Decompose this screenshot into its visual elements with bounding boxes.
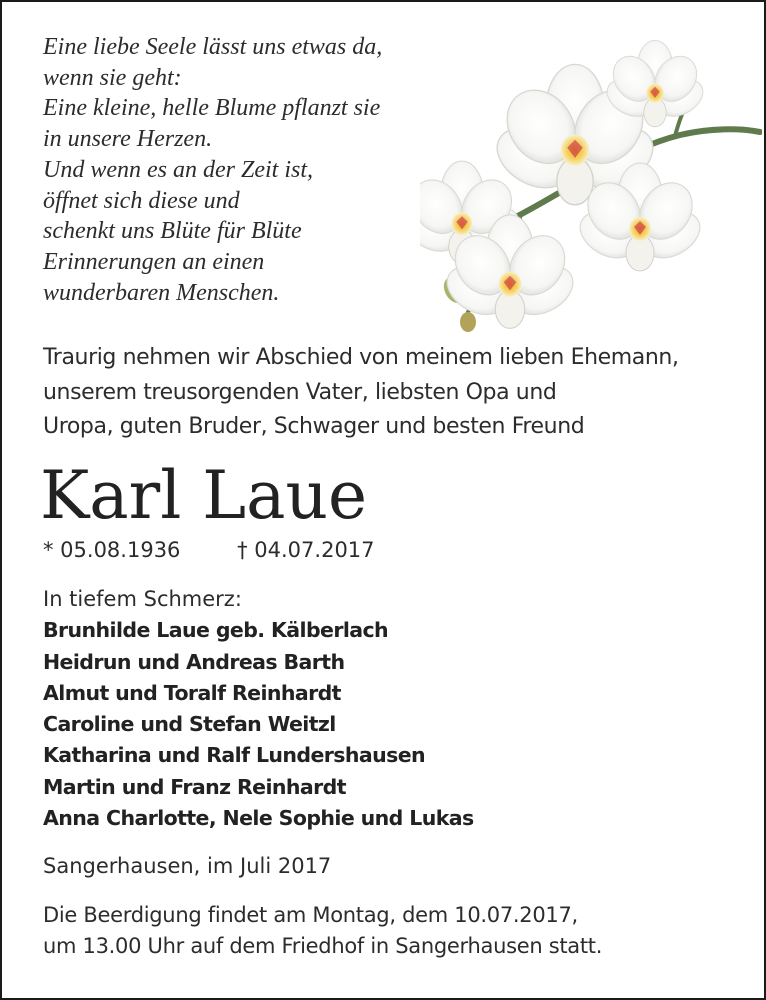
mourner-name: Katharina und Ralf Lundershausen [43,743,426,768]
mourners-lead: In tiefem Schmerz: [43,587,242,611]
poem-line: wunderbaren Menschen. [43,279,280,306]
poem-line: Erinnerungen an einen [43,248,265,275]
poem-line: öffnet sich diese und [43,187,240,214]
place-date: Sangerhausen, im Juli 2017 [43,854,332,878]
mourner-name: Almut und Toralf Reinhardt [43,680,341,705]
intro-line: Traurig nehmen wir Abschied von meinem lieben Ehemann, [43,345,679,370]
poem-line: schenkt uns Blüte für Blüte [43,218,302,245]
mourner-name: Caroline und Stefan Weitzl [43,712,336,737]
poem-line: Eine kleine, helle Blume pflanzt sie [43,95,381,122]
mourners-list [43,584,474,834]
funeral-line: Die Beerdigung findet am Montag, dem 10.07.2017, [43,903,578,927]
mourner-name: Martin und Franz Reinhardt [43,774,346,799]
poem-line: Und wenn es an der Zeit ist, [43,156,313,183]
mourner-name: Heidrun und Andreas Barth [43,649,345,674]
poem-line: wenn sie geht: [43,64,182,91]
intro-text [43,341,679,445]
death-date: † 04.07.2017 [237,538,375,562]
funeral-line: um 13.00 Uhr auf dem Friedhof in Sangerhausen statt. [43,934,603,958]
life-dates [43,533,375,567]
intro-line: unserem treusorgenden Vater, liebsten Opa und [43,379,557,405]
poem-line: Eine liebe Seele lässt uns etwas da, [43,34,383,60]
funeral-info [43,900,602,962]
deceased-name: Karl Laue [40,457,368,534]
poem-line: in unsere Herzen. [43,126,213,153]
white-orchid-icon [420,40,762,335]
mourner-name: Brunhilde Laue geb. Kälberlach [43,618,389,643]
intro-line: Uropa, guten Bruder, Schwager und besten Freund [43,414,585,439]
poem [43,32,382,308]
mourner-name: Anna Charlotte, Nele Sophie und Lukas [43,806,474,831]
birth-date: * 05.08.1936 [43,538,181,562]
